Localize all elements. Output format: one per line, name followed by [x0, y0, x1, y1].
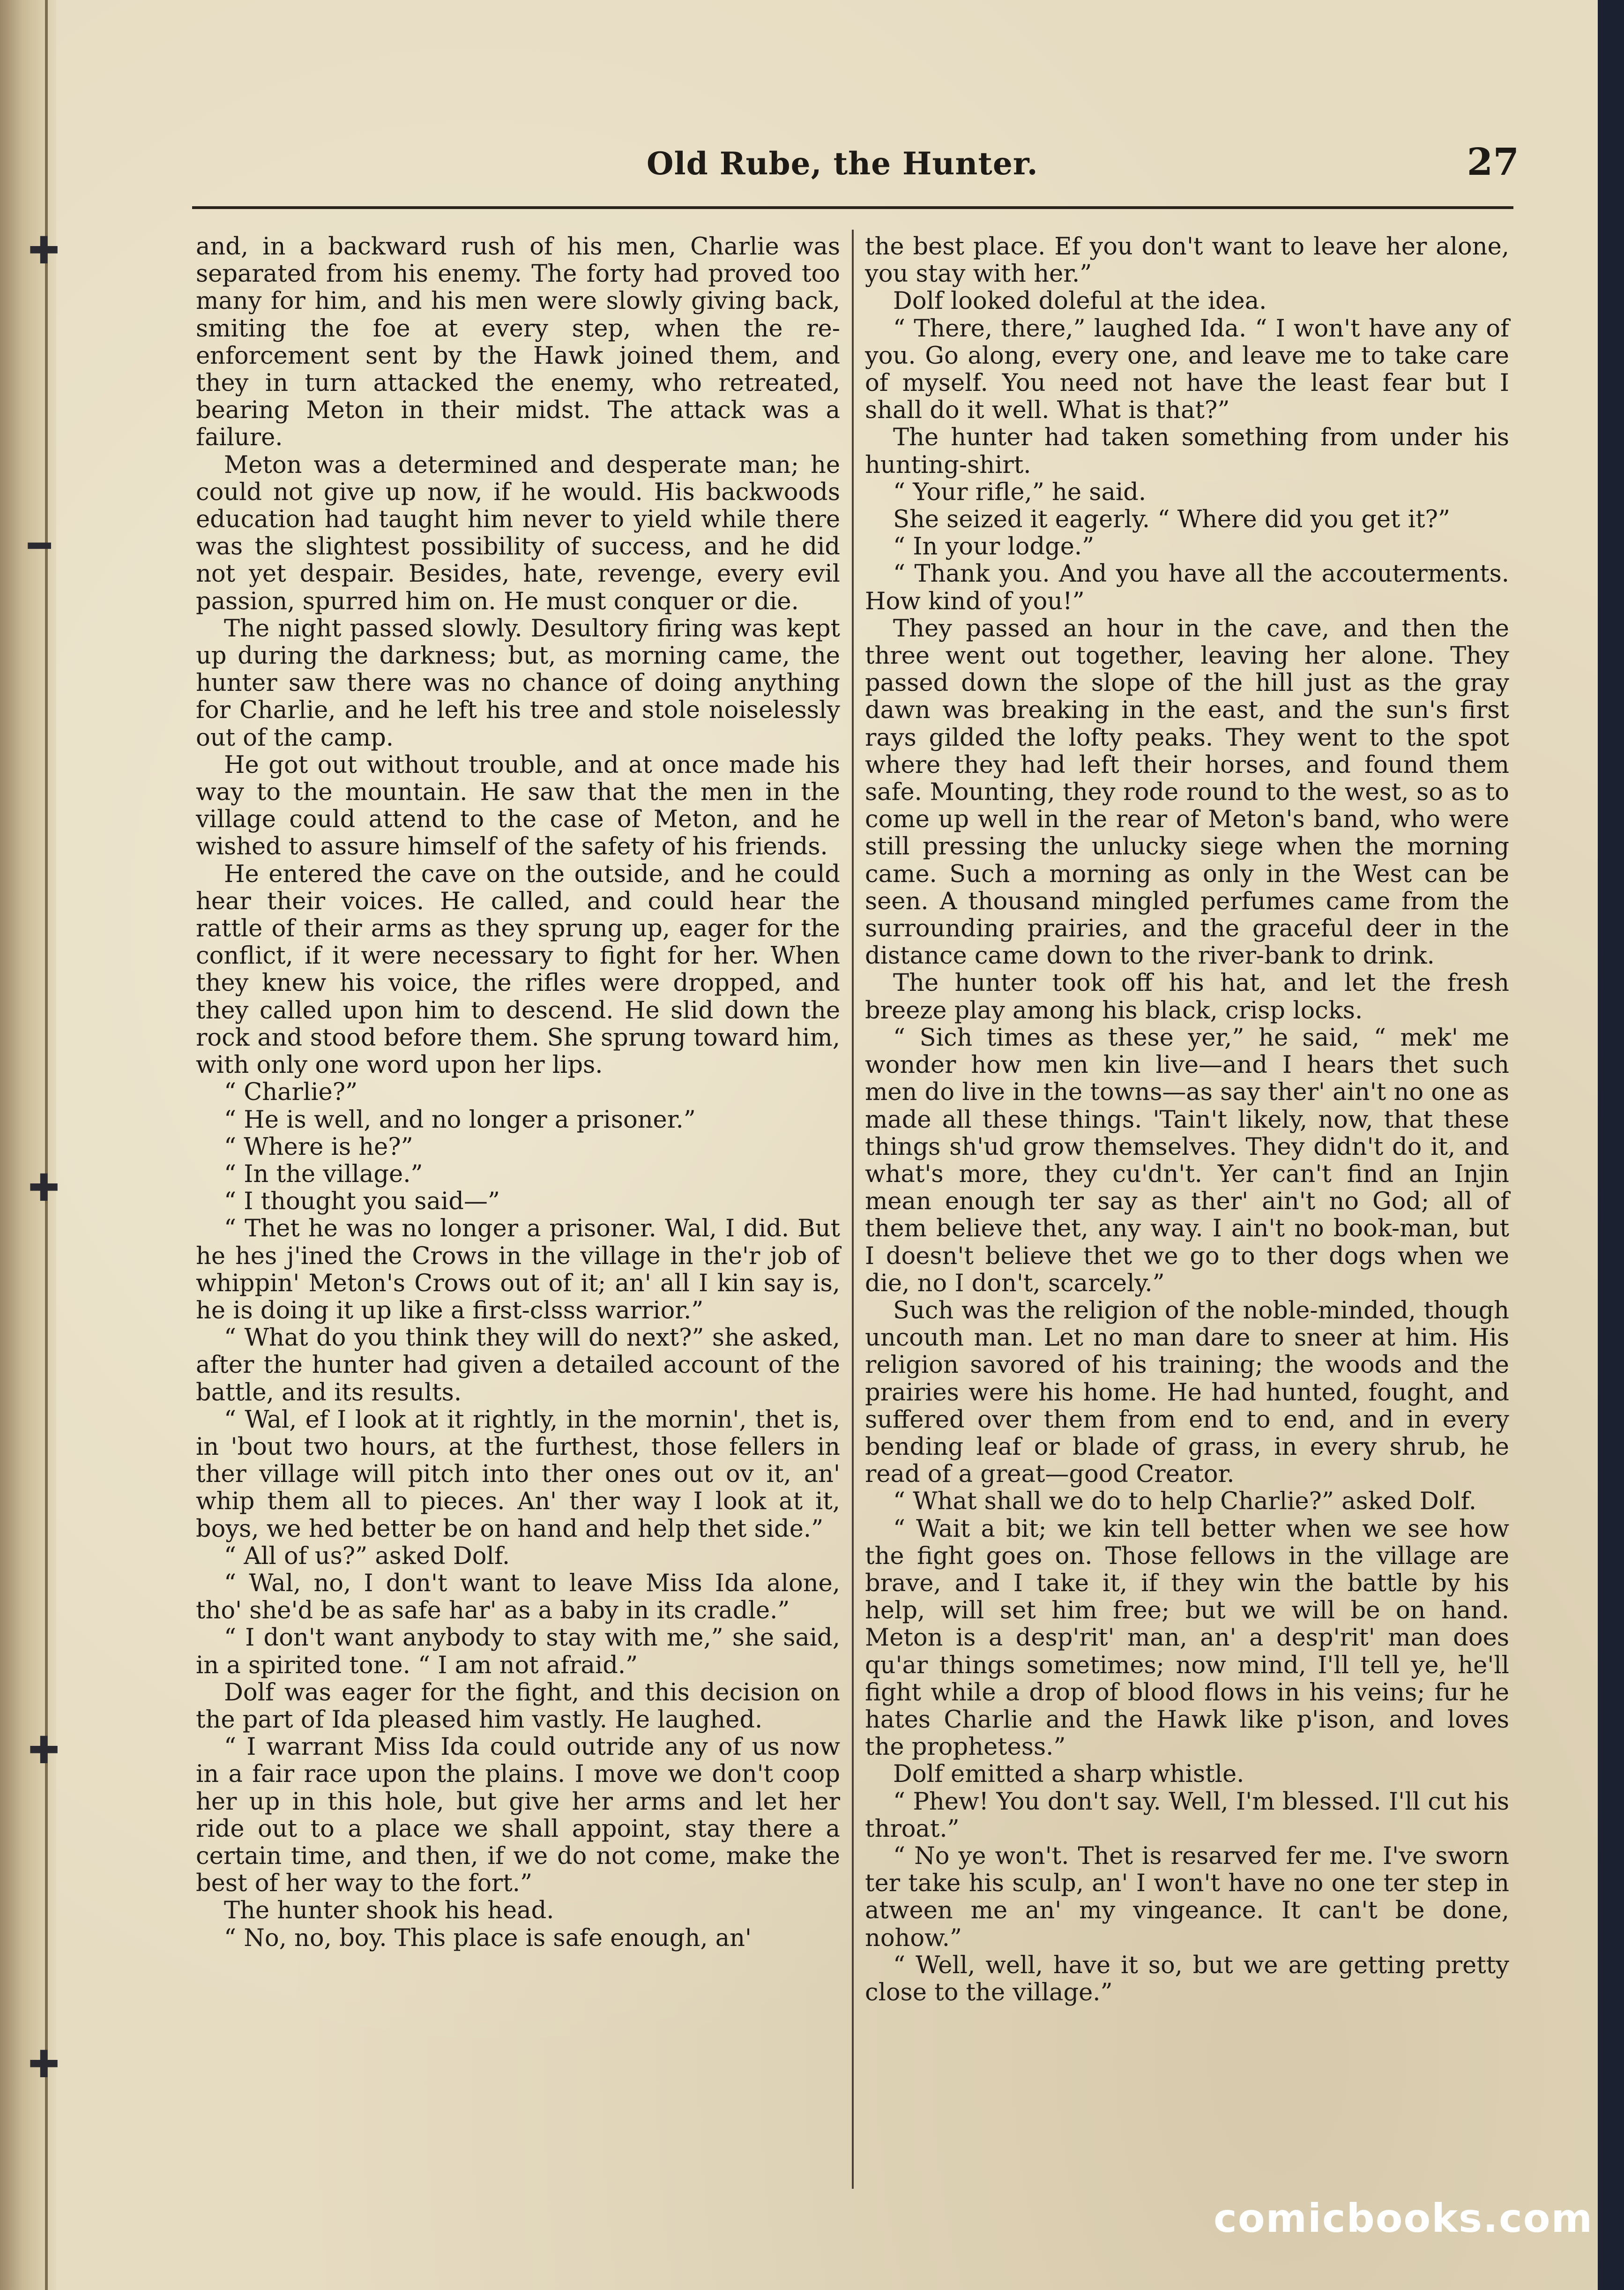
paragraph: “ What shall we do to help Charlie?” asked Dolf.	[893, 1488, 1476, 1516]
stitch-icon: ✚	[28, 1729, 60, 1772]
paragraph: “ Phew! You don't say. Well, I'm blessed. I'll cut his throat.”	[865, 1788, 1509, 1843]
paragraph: He got out without trouble, and at once made his way to the mountain. He saw that the men in the village could attend to the case of Meton, and he wished to assure himself of the safety of his friends.	[196, 751, 840, 861]
paragraph: “ I don't want anybody to stay with me,” she said, in a spirited tone. “ I am not afraid.”	[196, 1624, 840, 1679]
paragraph: He entered the cave on the outside, and he could hear their voices. He called, and could hear the rattle of their arms as they sprung up, eager for the conflict, if it were necessary to fight for her. When they knew his voice, the rifles were dropped, and they called upon him to descend. He slid down the rock and stood before them. She sprung toward him, with only one word upon her lips.	[196, 860, 840, 1079]
paragraph: The hunter had taken something from under his hunting-shirt.	[865, 424, 1509, 479]
paragraph: “ Thank you. And you have all the accouterments. How kind of you!”	[865, 560, 1509, 615]
stitch-icon: ━	[28, 524, 51, 568]
paragraph: “ No, no, boy. This place is safe enough, an'	[224, 1924, 752, 1952]
paragraph: Dolf looked doleful at the idea.	[893, 287, 1267, 315]
column-divider	[852, 230, 854, 2189]
paragraph: “ No ye won't. Thet is resarved fer me. I've sworn ter take his sculp, an' I won't have no one ter step in atween me an' my vingeance. It can't be done, nohow.”	[865, 1842, 1509, 1952]
stitch-icon: ✚	[28, 229, 60, 272]
paragraph: Dolf was eager for the fight, and this decision on the part of Ida pleased him vastly. He laughed.	[196, 1678, 840, 1734]
page-number: 27	[1467, 140, 1519, 184]
paragraph: “ All of us?” asked Dolf.	[224, 1542, 510, 1570]
stitch-icon: ✚	[28, 2043, 60, 2086]
spine-edge	[45, 0, 48, 2290]
paragraph: “ Where is he?”	[224, 1133, 413, 1161]
binding-spine	[0, 0, 56, 2290]
paragraph: “ Sich times as these yer,” he said, “ mek' me wonder how men kin live—and I hears thet such men do live in the towns—as say ther' ain't no one as made all these things. 'Tain't likely, now, that these things sh'ud grow themselves. They didn't do it, and what's more, they cu'dn't. Yer can't find an Injin mean enough ter say as ther' ain't no God; all of them believe thet, any way. I ain't no book-man, but I doesn't believe thet we go to ther dogs when we die, no I don't, scarcely.”	[865, 1024, 1509, 1297]
header-rule	[192, 206, 1513, 209]
paragraph: The hunter took off his hat, and let the fresh breeze play among his black, crisp locks.	[865, 969, 1509, 1025]
paragraph: “ In the village.”	[224, 1160, 423, 1188]
paragraph: Dolf emitted a sharp whistle.	[893, 1760, 1244, 1789]
paragraph: “ I warrant Miss Ida could outride any of us now in a fair race upon the plains. I move we don't coop her up in this hole, but give her arms and let her ride out to a place we shall appoint, stay there a certain time, and then, if we do not come, make the best of her way to the fort.”	[196, 1733, 840, 1898]
paragraph: “ Wal, ef I look at it rightly, in the mornin', thet is, in 'bout two hours, at the furthest, those fellers in ther village will pitch into ther ones out ov it, an' whip them all to pieces. An' ther way I look at it, boys, we hed better be on hand and help thet side.”	[196, 1406, 840, 1543]
text-column-left	[196, 233, 840, 1952]
paragraph: “ He is well, and no longer a prisoner.”	[224, 1106, 696, 1134]
paragraph: She seized it eagerly. “ Where did you get it?”	[893, 506, 1450, 534]
paragraph: The hunter shook his head.	[224, 1897, 554, 1925]
paragraph: the best place. Ef you don't want to leave her alone, you stay with her.”	[865, 233, 1509, 288]
paragraph: They passed an hour in the cave, and then the three went out together, leaving her alone. They passed down the slope of the hill just as the gray dawn was breaking in the east, and the sun's first rays gilded the lofty peaks. They went to the spot where they had left their horses, and found them safe. Mounting, they rode round to the west, so as to come up well in the rear of Meton's band, who were still pressing the unlucky siege when the morning came. Such a morning as only in the West can be seen. A thousand mingled perfumes came from the surrounding prairies, and the graceful deer in the distance came down to the river-bank to drink.	[865, 614, 1509, 970]
paragraph: “ Your rifle,” he said.	[893, 478, 1147, 506]
paragraph: and, in a backward rush of his men, Charlie was separated from his enemy. The forty had proved too many for him, and his men were slowly giving back, smiting the foe at every step, when the re-enforcement sent by the Hawk joined them, and they in turn attacked the enemy, who retreated, bearing Meton in their midst. The attack was a failure.	[196, 233, 840, 452]
stitch-icon: ✚	[28, 1166, 60, 1210]
paragraph: “ Charlie?”	[224, 1078, 358, 1107]
paragraph: “ There, there,” laughed Ida. “ I won't have any of you. Go along, every one, and leave me to take care of myself. You need not have the least fear but I shall do it well. What is that?”	[865, 314, 1509, 425]
paragraph: The night passed slowly. Desultory firing was kept up during the darkness; but, as morning came, the hunter saw there was no chance of doing anything for Charlie, and he left his tree and stole noiselessly out of the camp.	[196, 614, 840, 752]
paragraph: “ Wait a bit; we kin tell better when we see how the fight goes on. Those fellows in the village are brave, and I take it, if they win the battle by his help, will set him free; but we will be on hand. Meton is a desp'rit' man, an' a desp'rit' man does qu'ar things sometimes; now mind, I'll tell ye, he'll fight while a drop of blood flows in his veins; fur he hates Charlie and the Hawk like p'ison, and loves the prophetess.”	[865, 1515, 1509, 1761]
paragraph: Such was the religion of the noble-minded, though uncouth man. Let no man dare to sneer at him. His religion savored of his training; the woods and the prairies were his home. He had hunted, fought, and suffered over them from end to end, and in every bending leaf or blade of grass, in every shrub, he read of a great—good Creator.	[865, 1296, 1509, 1489]
text-column-right	[865, 233, 1509, 2006]
paragraph: “ In your lodge.”	[893, 533, 1095, 561]
running-header-title: Old Rube, the Hunter.	[647, 145, 1038, 182]
paragraph: Meton was a determined and desperate man; he could not give up now, if he would. His backwoods education had taught him never to yield while there was the slightest possibility of success, and he did not yet despair. Besides, hate, revenge, every evil passion, spurred him on. He must conquer or die.	[196, 451, 840, 615]
site-watermark: comicbooks.com	[1214, 2195, 1593, 2241]
paragraph: “ What do you think they will do next?” she asked, after the hunter had given a detailed account of the battle, and its results.	[196, 1324, 840, 1407]
paragraph: “ Well, well, have it so, but we are getting pretty close to the village.”	[865, 1951, 1509, 2006]
paragraph: “ Wal, no, I don't want to leave Miss Ida alone, tho' she'd be as safe har' as a baby in its cradle.”	[196, 1569, 840, 1625]
paragraph: “ I thought you said—”	[224, 1188, 500, 1216]
paragraph: “ Thet he was no longer a prisoner. Wal, I did. But he hes j'ined the Crows in the village in the'r job of whippin' Meton's Crows out of it; an' all I kin say is, he is doing it up like a first-clsss warrior.”	[196, 1215, 840, 1325]
